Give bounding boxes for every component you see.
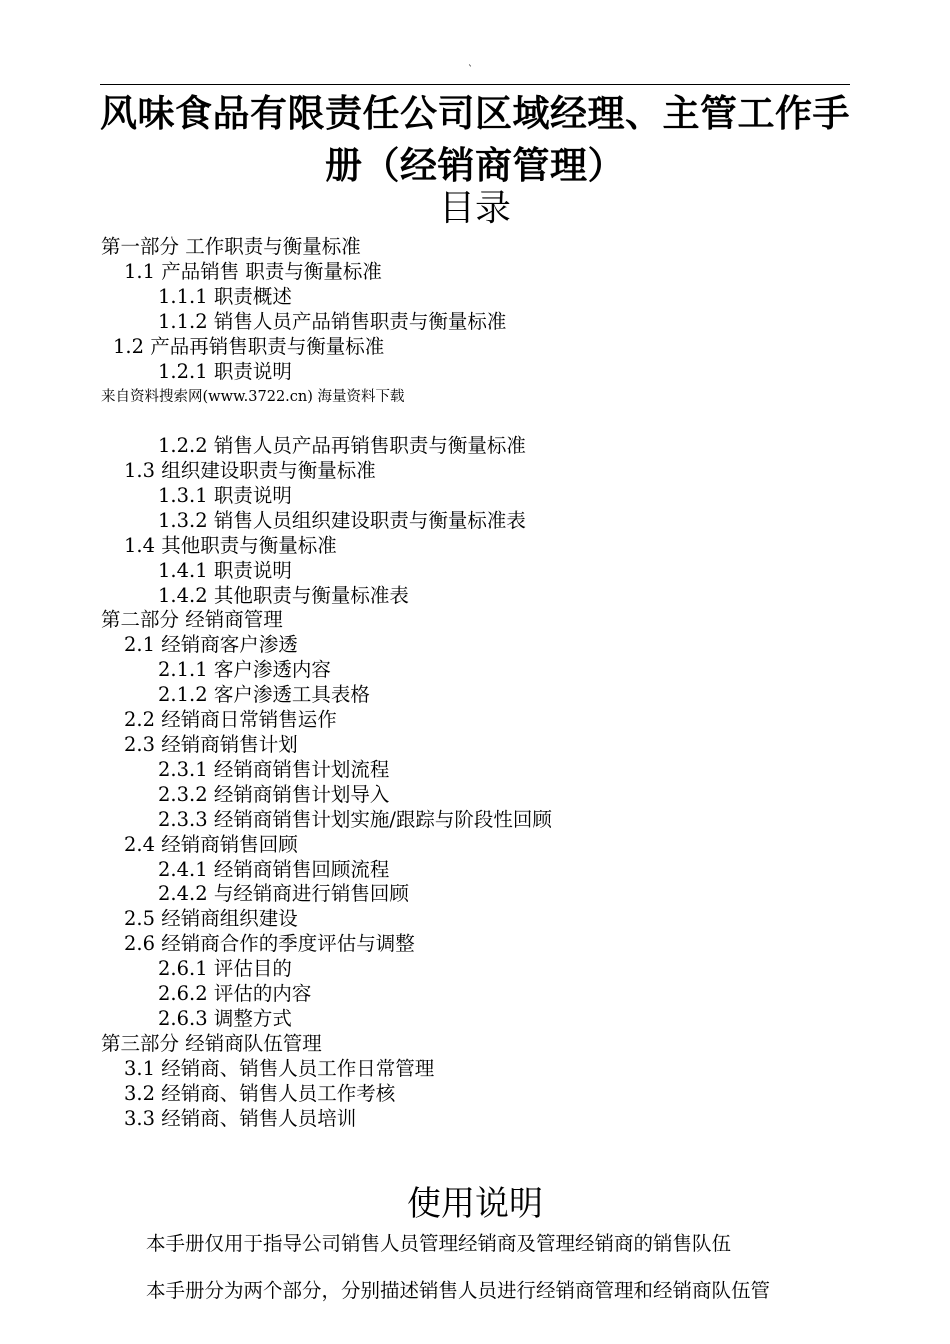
toc-entry: 1.1 产品销售 职责与衡量标准 (124, 260, 382, 283)
toc-entry: 2.3.3 经销商销售计划实施/跟踪与阶段性回顾 (158, 808, 552, 831)
toc-entry: 1.2 产品再销售职责与衡量标准 (113, 335, 385, 358)
toc-entry: 1.4.1 职责说明 (158, 559, 292, 582)
toc-entry: 1.2.2 销售人员产品再销售职责与衡量标准 (158, 434, 526, 457)
toc-entry: 2.4.2 与经销商进行销售回顾 (158, 882, 409, 905)
toc-entry: 2.3.1 经销商销售计划流程 (158, 758, 390, 781)
toc-entry: 2.4 经销商销售回顾 (124, 833, 298, 856)
toc-entry: 第一部分 工作职责与衡量标准 (101, 235, 361, 258)
toc-entry: 第二部分 经销商管理 (101, 608, 283, 631)
toc-entry: 1.1.2 销售人员产品销售职责与衡量标准 (158, 310, 507, 333)
toc-entry: 2.6.2 评估的内容 (158, 982, 312, 1005)
header-mark: ` (468, 65, 473, 76)
toc-entry: 2.6.3 调整方式 (158, 1007, 292, 1030)
toc-entry: 2.3.2 经销商销售计划导入 (158, 783, 390, 806)
toc-entry: 2.1.1 客户渗透内容 (158, 658, 331, 681)
toc-entry: 1.4 其他职责与衡量标准 (124, 534, 337, 557)
toc-entry: 2.6.1 评估目的 (158, 957, 292, 980)
usage-heading: 使用说明 (407, 1184, 543, 1224)
toc-heading: 目录 (438, 188, 511, 229)
toc-entry: 1.3.2 销售人员组织建设职责与衡量标准表 (158, 509, 526, 532)
toc-entry: 2.5 经销商组织建设 (124, 907, 298, 930)
source-note: 来自资料搜索网(www.3722.cn) 海量资料下载 (101, 389, 405, 405)
toc-entry: 第三部分 经销商队伍管理 (101, 1032, 322, 1055)
toc-entry: 1.4.2 其他职责与衡量标准表 (158, 584, 409, 607)
toc-entry: 2.6 经销商合作的季度评估与调整 (124, 932, 415, 955)
toc-entry: 1.2.1 职责说明 (158, 360, 292, 383)
toc-entry: 3.3 经销商、销售人员培训 (124, 1107, 357, 1130)
toc-entry: 3.2 经销商、销售人员工作考核 (124, 1082, 396, 1105)
body-paragraph: 本手册仅用于指导公司销售人员管理经销商及管理经销商的销售队伍 (146, 1232, 732, 1255)
body-paragraph: 本手册分为两个部分，分别描述销售人员进行经销商管理和经销商队伍管 (146, 1279, 771, 1302)
toc-entry: 2.3 经销商销售计划 (124, 733, 298, 756)
toc-entry: 2.2 经销商日常销售运作 (124, 708, 337, 731)
toc-entry: 1.3.1 职责说明 (158, 484, 292, 507)
toc-entry: 1.1.1 职责概述 (158, 285, 292, 308)
document-title: 风味食品有限责任公司区域经理、主管工作手册（经销商管理） (100, 92, 850, 187)
toc-entry: 1.3 组织建设职责与衡量标准 (124, 459, 376, 482)
toc-entry: 2.1.2 客户渗透工具表格 (158, 683, 370, 706)
toc-entry: 3.1 经销商、销售人员工作日常管理 (124, 1057, 435, 1080)
toc-entry: 2.1 经销商客户渗透 (124, 633, 298, 656)
toc-entry: 2.4.1 经销商销售回顾流程 (158, 858, 390, 881)
